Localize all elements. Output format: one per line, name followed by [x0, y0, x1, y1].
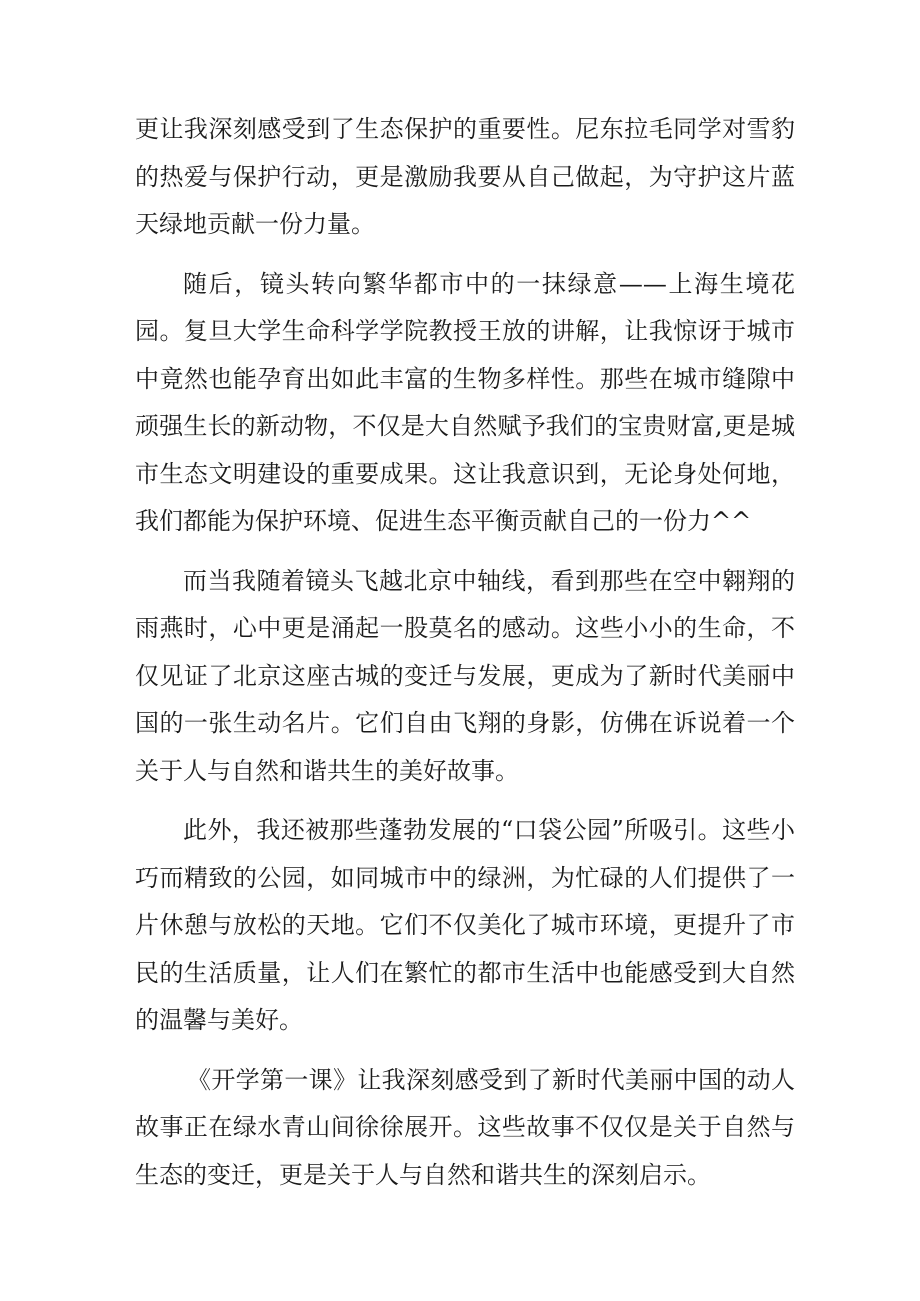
paragraph-continuation: 更让我深刻感受到了生态保护的重要性。尼东拉毛同学对雪豹的热爱与保护行动，更是激励我要从自己做起，为守护这片蓝天绿地贡献一份力量。: [135, 115, 795, 238]
paragraph-pocket-parks: 此外，我还被那些蓬勃发展的“口袋公园”所吸引。这些小巧而精致的公园，如同城市中的绿洲，为忙碌的人们提供了一片休憩与放松的天地。它们不仅美化了城市环境，更提升了市民的生活质量，让人们在繁忙的都市生活中也能感受到大自然的温馨与美好。: [135, 816, 795, 1034]
paragraph-conclusion: 《开学第一课》让我深刻感受到了新时代美丽中国的动人故事正在绿水青山间徐徐展开。这些故事不仅仅是关于自然与生态的变迁，更是关于人与自然和谐共生的深刻启示。: [135, 1065, 795, 1189]
paragraph-shanghai-garden: 随后，镜头转向繁华都市中的一抹绿意——上海生境花园。复旦大学生命科学学院教授王放的讲解，让我惊讶于城市中竟然也能孕育出如此丰富的生物多样性。那些在城市缝隙中顽强生长的新动物，不仅是大自然赋予我们的宝贵财富,更是城市生态文明建设的重要成果。这让我意识到，无论身处何地，我们都能为保护环境、促进生态平衡贡献自己的一份力^^: [135, 269, 795, 535]
document-body: [135, 106, 795, 1211]
paragraph-beijing-swifts: 而当我随着镜头飞越北京中轴线，看到那些在空中翱翔的雨燕时，心中更是涌起一股莫名的感动。这些小小的生命，不仅见证了北京这座古城的变迁与发展，更成为了新时代美丽中国的一张生动名片。它们自由飞翔的身影，仿佛在诉说着一个关于人与自然和谐共生的美好故事。: [135, 566, 795, 785]
